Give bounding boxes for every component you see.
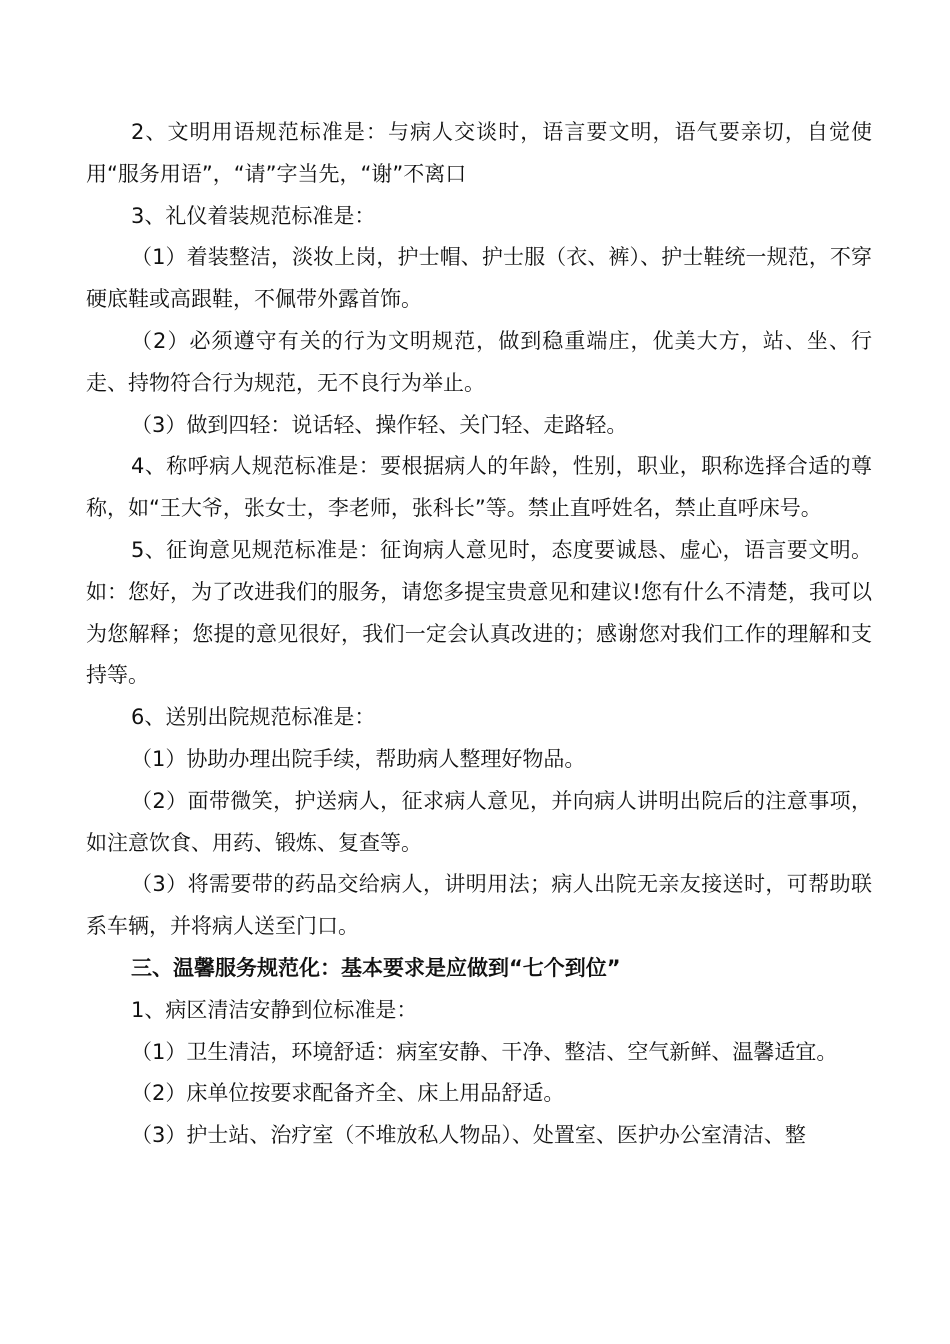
paragraph-soliciting-opinions: 5、征询意见规范标准是：征询病人意见时，态度要诚恳、虚心，语言要文明。如：您好，为了改进我们的服务，请您多提宝贵意见和建议!您有什么不清楚，我可以为您解释；您提的意见很好，我们一定会认真改进的；感谢您对我们工作的理解和支持等。 (86, 537, 872, 688)
paragraph-etiquette-title: 3、礼仪着装规范标准是： (131, 203, 376, 228)
section-heading-warm-service: 三、温馨服务规范化：基本要求是应做到“七个到位” (131, 955, 621, 980)
paragraph-ward-clean-item-3: （3）护士站、治疗室（不堆放私人物品）、处置室、医护办公室清洁、整 (131, 1123, 806, 1148)
paragraph-discharge-item-3: （3）将需要带的药品交给病人，讲明用法；病人出院无亲友接送时，可帮助联系车辆，并将病人送至门口。 (86, 872, 872, 939)
paragraph-addressing-patients: 4、称呼病人规范标准是：要根据病人的年龄，性别，职业，职称选择合适的尊称，如“王大爷，张女士，李老师，张科长”等。禁止直呼姓名，禁止直呼床号。 (86, 454, 872, 521)
paragraph-discharge-item-1: （1）协助办理出院手续，帮助病人整理好物品。 (131, 746, 586, 771)
paragraph-etiquette-item-1: （1）着装整洁，淡妆上岗，护士帽、护士服（衣、裤）、护士鞋统一规范，不穿硬底鞋或高跟鞋，不佩带外露首饰。 (86, 245, 872, 312)
paragraph-ward-clean-item-1: （1）卫生清洁，环境舒适：病室安静、干净、整洁、空气新鲜、温馨适宜。 (131, 1039, 838, 1064)
paragraph-ward-clean-title: 1、病区清洁安静到位标准是： (131, 997, 418, 1022)
document-body (86, 112, 872, 1157)
paragraph-civil-language: 2、文明用语规范标准是：与病人交谈时，语言要文明，语气要亲切，自觉使用“服务用语”，“请”字当先，“谢”不离口 (86, 120, 872, 186)
paragraph-discharge-title: 6、送别出院规范标准是： (131, 705, 376, 730)
paragraph-discharge-item-2: （2）面带微笑，护送病人，征求病人意见，并向病人讲明出院后的注意事项，如注意饮食、用药、锻炼、复查等。 (86, 788, 872, 855)
paragraph-etiquette-item-3: （3）做到四轻：说话轻、操作轻、关门轻、走路轻。 (131, 412, 628, 437)
paragraph-etiquette-item-2: （2）必须遵守有关的行为文明规范，做到稳重端庄，优美大方，站、坐、行走、持物符合行为规范，无不良行为举止。 (86, 328, 872, 395)
paragraph-ward-clean-item-2: （2）床单位按要求配备齐全、床上用品舒适。 (131, 1081, 565, 1106)
